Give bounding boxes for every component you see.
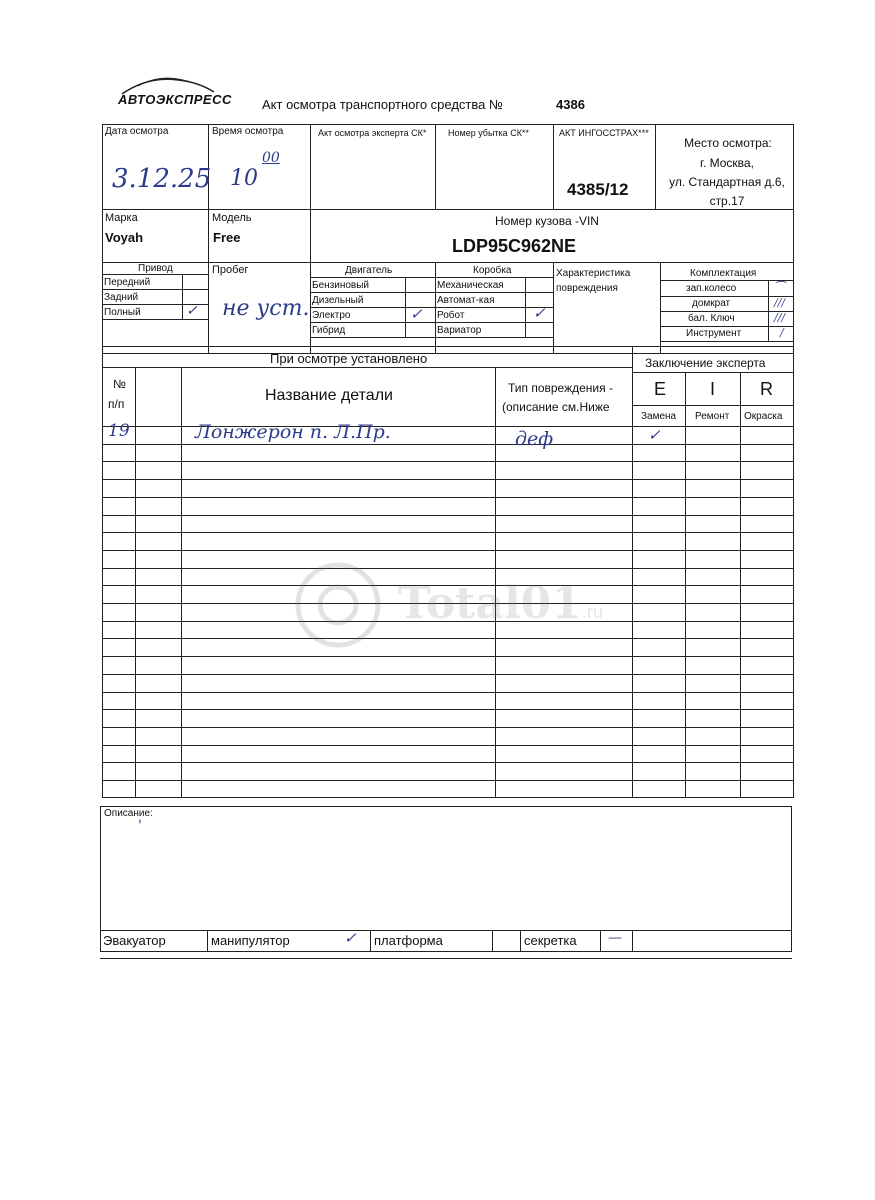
- gearbox-check-icon: ✓: [533, 304, 546, 322]
- damage-char-label-2: повреждения: [556, 283, 618, 294]
- col-r-sub: Окраска: [744, 411, 783, 422]
- type-header-2: (описание см.Ниже: [502, 400, 610, 414]
- drive-check-icon: ✓: [186, 303, 198, 319]
- date-label: Дата осмотра: [105, 126, 169, 137]
- table-row-divider: [102, 479, 794, 480]
- logo: [118, 74, 232, 110]
- model-label: Модель: [212, 212, 252, 224]
- equipment-mark-3: /: [780, 326, 784, 339]
- act-number: 4386: [556, 97, 585, 112]
- loss-number-label: Номер убытка СК**: [448, 128, 529, 138]
- table-row-divider: [102, 780, 794, 781]
- equipment-item-spare: зап.колесо: [686, 283, 737, 294]
- manipulator-check-icon: ✓: [344, 929, 357, 947]
- ingos-value: 4385/12: [567, 180, 629, 199]
- engine-check-icon: ✓: [410, 305, 423, 323]
- col-e-header: E: [654, 379, 667, 399]
- engine-item-hybrid: Гибрид: [312, 325, 346, 336]
- place-line1: г. Москва,: [700, 156, 754, 170]
- table-row-divider: [102, 674, 794, 675]
- mileage-value: не уст.: [222, 296, 310, 321]
- damage-char-label-1: Характеристика: [556, 268, 631, 279]
- vin-value: LDP95C962NE: [452, 236, 577, 256]
- secret-mark: —: [608, 930, 622, 946]
- time-value-min: 00: [262, 150, 280, 166]
- page-title: Акт осмотра транспортного средства №: [262, 97, 503, 112]
- table-row-divider: [102, 444, 794, 445]
- evac-label: Эвакуатор: [103, 933, 166, 948]
- logo-text: АВТОЭКСПРЕСС: [118, 92, 232, 107]
- row-1-type: деф: [515, 428, 554, 450]
- place-line3: стр.17: [709, 194, 745, 208]
- table-row-divider: [102, 568, 794, 569]
- table-row-divider: [102, 762, 794, 763]
- description-mark: ': [138, 818, 142, 834]
- drive-item-rear: Задний: [104, 292, 139, 303]
- model-value: Free: [213, 230, 241, 245]
- equipment-mark-1: ///: [774, 296, 786, 309]
- num-header-2: п/п: [108, 397, 125, 411]
- equipment-item-key: бал. Ключ: [688, 313, 735, 324]
- table-row-divider: [102, 709, 794, 710]
- engine-item-diesel: Дизельный: [312, 295, 364, 306]
- findings-title: При осмотре установлено: [270, 351, 428, 366]
- expert-conclusion-title: Заключение эксперта: [645, 356, 766, 370]
- gearbox-item-auto: Автомат-кая: [437, 295, 495, 306]
- equipment-mark-2: ///: [774, 311, 786, 324]
- platform-label: платформа: [374, 933, 443, 948]
- table-row-divider: [102, 745, 794, 746]
- table-row-divider: [102, 550, 794, 551]
- table-row-divider: [102, 638, 794, 639]
- table-row-divider: [102, 656, 794, 657]
- gearbox-item-robot: Робот: [437, 310, 465, 321]
- col-r-header: R: [760, 379, 773, 399]
- watermark-logo-icon: [290, 560, 390, 650]
- engine-item-electro: Электро: [312, 310, 351, 321]
- row-1-name: Лонжерон п. Л.Пр.: [195, 421, 391, 443]
- expert-act-label: Акт осмотра эксперта СК*: [318, 128, 427, 138]
- time-value-hour: 10: [230, 166, 258, 191]
- description-label: Описание:: [104, 808, 153, 819]
- mileage-label: Пробег: [212, 264, 249, 276]
- col-e-sub: Замена: [641, 411, 677, 422]
- gearbox-item-manual: Механическая: [437, 280, 504, 291]
- col-i-header: I: [710, 379, 716, 399]
- gearbox-item-variator: Вариатор: [437, 325, 482, 336]
- equipment-title: Комплектация: [690, 268, 757, 279]
- name-header: Название детали: [265, 387, 393, 404]
- engine-title: Двигатель: [345, 265, 393, 276]
- engine-item-petrol: Бензиновый: [312, 280, 369, 291]
- table-row-divider: [102, 532, 794, 533]
- manipulator-label: манипулятор: [211, 933, 290, 948]
- row-1-e-check-icon: ✓: [648, 426, 661, 444]
- vin-label: Номер кузова -VIN: [495, 214, 599, 228]
- col-i-sub: Ремонт: [695, 411, 730, 422]
- watermark-text: Total01: [398, 578, 582, 629]
- equipment-item-jack: домкрат: [692, 298, 731, 309]
- place-line2: ул. Стандартная д.6,: [669, 175, 785, 189]
- watermark-suffix: .ru: [581, 602, 603, 622]
- secret-label: секретка: [524, 933, 577, 948]
- table-row-divider: [102, 497, 794, 498]
- equipment-mark-0: ⁀: [774, 281, 784, 295]
- equipment-item-tools: Инструмент: [686, 328, 742, 339]
- table-row-divider: [102, 461, 794, 462]
- gearbox-title: Коробка: [473, 265, 512, 276]
- type-header-1: Тип повреждения -: [508, 381, 613, 395]
- table-row-divider: [102, 727, 794, 728]
- drive-item-front: Передний: [104, 277, 151, 288]
- date-value: 3.12.25: [112, 164, 212, 194]
- make-value: Voyah: [105, 230, 144, 245]
- drive-title: Привод: [138, 263, 173, 274]
- table-row-divider: [102, 515, 794, 516]
- drive-item-full: Полный: [104, 307, 141, 318]
- make-label: Марка: [105, 212, 138, 224]
- num-header-1: №: [113, 377, 126, 391]
- row-1-num: 19: [108, 421, 130, 441]
- time-label: Время осмотра: [212, 126, 284, 137]
- ingos-label: АКТ ИНГОССТРАХ***: [559, 128, 649, 138]
- table-row-divider: [102, 692, 794, 693]
- place-label: Место осмотра:: [684, 136, 772, 150]
